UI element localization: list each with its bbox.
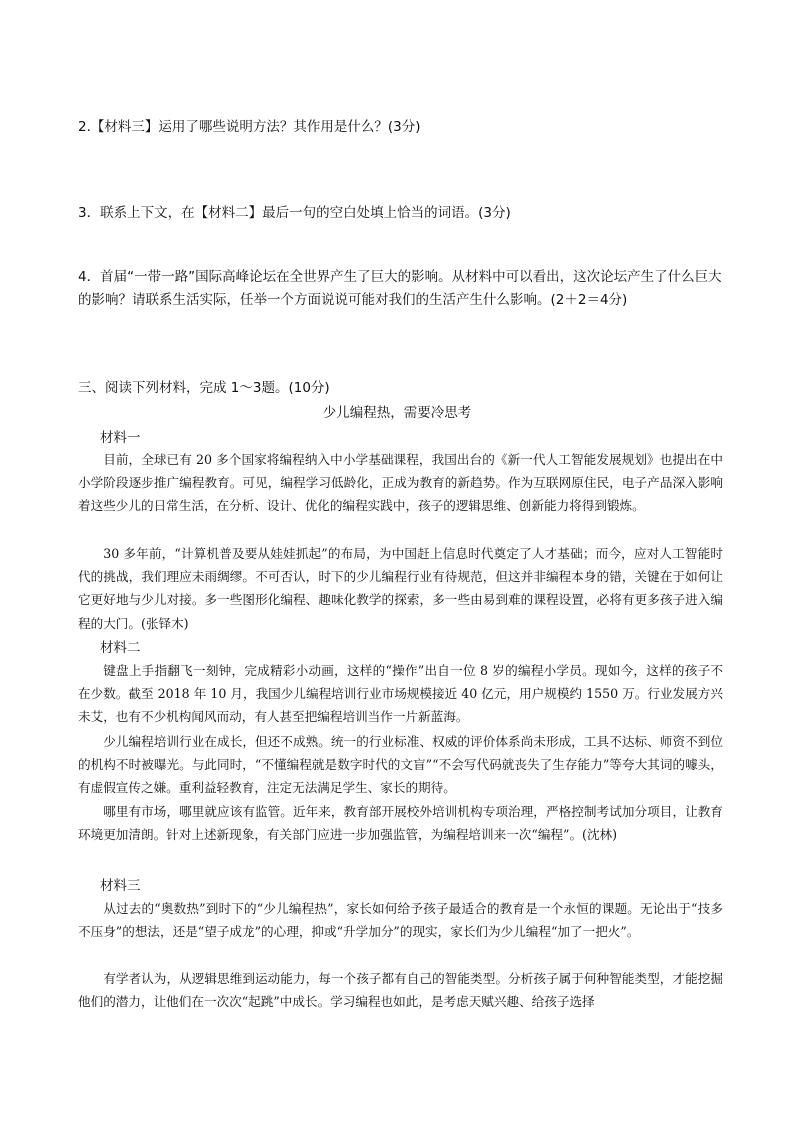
material-1-paragraph-1: 目前，全球已有 20 多个国家将编程纳入中小学基础课程，我国出台的《新一代人工智能发展规划》也提出在中小学阶段逐步推广编程教育。可见，编程学习低龄化，正成为教育的新趋势。作为互联网原住民，电子产品深入影响着这些少儿的日常生活，在分析、设计、优化的编程实践中，孩子的逻辑思维、创新能力将得到锻炼。: [78, 452, 723, 514]
material-3-paragraph-1: 从过去的“奥数热”到时下的“少儿编程热”，家长如何给予孩子最适合的教育是一个永恒的课题。无论出于“技多不压身”的想法，还是“望子成龙”的心理，抑或“升学加分”的现实，家长们为少儿编程“加了一把火”。: [78, 901, 723, 940]
article-title: 少儿编程热，需要冷思考: [322, 405, 472, 421]
material-2-paragraph-1: 键盘上手指翻飞一刻钟，完成精彩小动画，这样的“操作”出自一位 8 岁的编程小学员。现如今，这样的孩子不在少数。截至 2018 年 10 月，我国少儿编程培训行业市场规模接近 40 亿元，用户规模约 1550 万。行业发展方兴未艾，也有不少机构闻风而动，有人甚至把编程培训当作一片新蓝海。: [78, 663, 723, 725]
material-1-paragraph-2: 30 多年前，“计算机普及要从娃娃抓起”的布局，为中国赶上信息时代奠定了人才基础；而今，应对人工智能时代的挑战，我们理应未雨绸缪。不可否认，时下的少儿编程行业有待规范，但这并非编程本身的错，关键在于如何让它更好地与少儿对接。多一些图形化编程、趣味化教学的探索，多一些由易到难的课程设置，必将有更多孩子进入编程的大门。(张铎木): [78, 546, 723, 631]
material-2-paragraph-2: 少儿编程培训行业在成长，但还不成熟。统一的行业标准、权威的评价体系尚未形成，工具不达标、师资不到位的机构不时被曝光。与此同时，“不懂编程就是数字时代的文盲”“不会写代码就丧失了生存能力”等夸大其词的噱头，有虚假宣传之嫌。重利益轻教育，注定无法满足学生、家长的期待。: [78, 734, 723, 796]
question-3: 3．联系上下文，在【材料二】最后一句的空白处填上恰当的词语。(3分): [78, 205, 511, 221]
question-2: 2.【材料三】运用了哪些说明方法？其作用是什么？(3分): [78, 119, 421, 135]
material-2-label: 材料二: [100, 640, 141, 656]
material-3-label: 材料三: [100, 878, 141, 894]
material-3-paragraph-2: 有学者认为，从逻辑思维到运动能力，每一个孩子都有自己的智能类型。分析孩子属于何种智能类型，才能挖掘他们的潜力，让他们在一次次“起跳”中成长。学习编程也如此，是考虑天赋兴趣、给孩子选择: [78, 971, 723, 1010]
section-3-heading: 三、阅读下列材料，完成 1～3题。(10分): [78, 380, 330, 396]
material-1-label: 材料一: [100, 430, 141, 446]
question-4: 4．首届“一带一路”国际高峰论坛在全世界产生了巨大的影响。从材料中可以看出，这次论坛产生了什么巨大的影响？请联系生活实际，任举一个方面说说可能对我们的生活产生什么影响。(2＋2＝4分): [78, 269, 722, 308]
material-2-paragraph-3: 哪里有市场，哪里就应该有监管。近年来，教育部开展校外培训机构专项治理，严格控制考试加分项目，让教育环境更加清朗。针对上述新现象，有关部门应进一步加强监管，为编程培训来一次“编程”。(沈林): [78, 804, 723, 843]
